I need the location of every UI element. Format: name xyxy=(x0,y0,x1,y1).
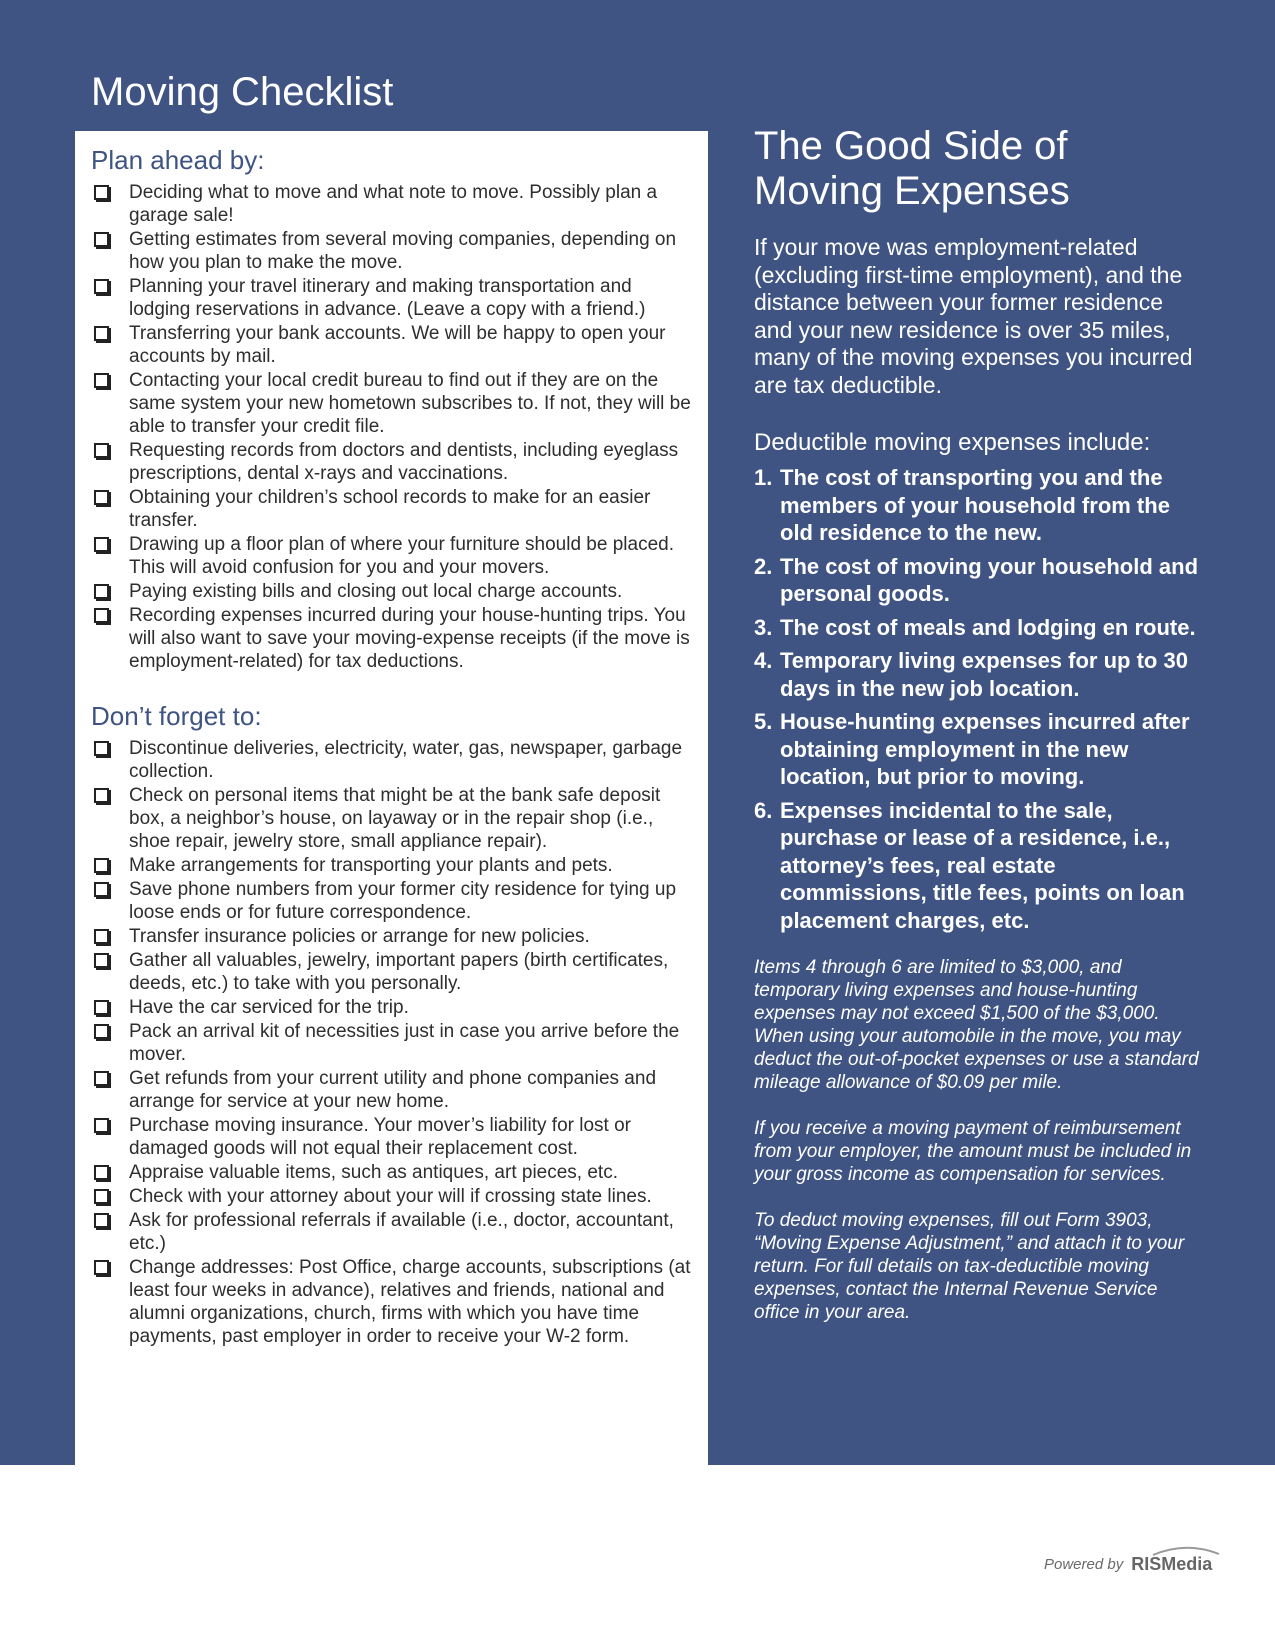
checklist-item-text: Change addresses: Post Office, charge accounts, subscriptions (at least four weeks in advance), relatives and friends, national and alumni organizations, church, firms with which you have time payments, past employer in order to receive your W-2 form. xyxy=(129,1257,691,1347)
checklist-item-text: Transfer insurance policies or arrange for new policies. xyxy=(129,926,590,947)
checklist-item xyxy=(91,854,691,877)
checklist-item xyxy=(91,580,691,603)
checkbox-icon[interactable] xyxy=(94,1189,109,1204)
good-side-panel xyxy=(754,124,1204,1347)
checklist-item xyxy=(91,275,691,321)
checklist-item xyxy=(91,486,691,532)
checklist-item-text: Ask for professional referrals if available (i.e., doctor, accountant, etc.) xyxy=(129,1210,674,1254)
checklist-item xyxy=(91,1209,691,1255)
checklist-item xyxy=(91,1114,691,1160)
checkbox-icon[interactable] xyxy=(94,953,109,968)
checkbox-icon[interactable] xyxy=(94,443,109,458)
checkbox-icon[interactable] xyxy=(94,858,109,873)
tax-notes xyxy=(754,956,1204,1324)
tax-note-paragraph: If you receive a moving payment of reimbursement from your employer, the amount must be included in your gross income as compensation for services. xyxy=(754,1118,1192,1185)
deductible-item-number: 6. xyxy=(754,797,773,823)
checklist-item xyxy=(91,439,691,485)
good-side-intro: If your move was employment-related (excluding first-time employment), and the distance between your former residence and your new residence is over 35 miles, many of the moving expenses you incurred are tax deductible. xyxy=(754,234,1193,398)
page-title: Moving Checklist xyxy=(91,70,394,114)
deductible-item-text: Expenses incidental to the sale, purchase or lease of a residence, i.e., attorney’s fees, real estate commissions, title fees, points on loan placement charges, etc. xyxy=(780,797,1185,933)
footer-branding xyxy=(1044,1554,1212,1574)
checklist-item xyxy=(91,369,691,438)
checklist-item-text: Purchase moving insurance. Your mover’s liability for lost or damaged goods will not equal their replacement cost. xyxy=(129,1115,631,1159)
deductible-item xyxy=(754,647,1204,702)
checklist-item-text: Make arrangements for transporting your plants and pets. xyxy=(129,855,613,876)
checkbox-icon[interactable] xyxy=(94,1260,109,1275)
checklist-content xyxy=(91,143,691,1349)
deductible-item-number: 1. xyxy=(754,465,773,490)
checkbox-icon[interactable] xyxy=(94,608,109,623)
checklist-panel xyxy=(75,131,708,1650)
checkbox-icon[interactable] xyxy=(94,788,109,803)
deductible-item-number: 5. xyxy=(754,709,773,734)
checklist-item-text: Obtaining your children’s school records to make for an easier transfer. xyxy=(129,487,651,531)
checklist-item-text: Drawing up a floor plan of where your furniture should be placed. This will avoid confusion for you and your movers. xyxy=(129,534,674,578)
checklist-item-text: Deciding what to move and what note to move. Possibly plan a garage sale! xyxy=(129,182,658,226)
checklist-item xyxy=(91,1067,691,1113)
deductible-item-text: The cost of moving your household and personal goods. xyxy=(780,553,1199,606)
checklist-item xyxy=(91,996,691,1019)
deductible-item-text: The cost of transporting you and the members of your household from the old residence to the new. xyxy=(780,465,1170,545)
checklist-item xyxy=(91,784,691,853)
deductible-item-number: 2. xyxy=(754,553,773,579)
checkbox-icon[interactable] xyxy=(94,1000,109,1015)
tax-note-paragraph: Items 4 through 6 are limited to $3,000, and temporary living expenses and house-hunting expenses may not exceed $1,500 of the $3,000. When using your automobile in the move, you may deduct the out-of-pocket expenses or use a standard mileage allowance of $0.09 per mile. xyxy=(754,957,1199,1093)
rismedia-logo xyxy=(1131,1554,1212,1574)
checklist-item xyxy=(91,925,691,948)
checklist-item-text: Save phone numbers from your former city residence for tying up loose ends or for future correspondence. xyxy=(129,879,677,923)
deductible-item-text: House-hunting expenses incurred after obtaining employment in the new location, but prior to moving. xyxy=(780,709,1190,789)
plan-ahead-heading: Plan ahead by: xyxy=(91,145,265,175)
powered-by-text: Powered by xyxy=(1044,1556,1124,1573)
deductible-item xyxy=(754,614,1204,642)
checkbox-icon[interactable] xyxy=(94,741,109,756)
good-side-title-line2: Moving Expenses xyxy=(754,169,1070,213)
checklist-item-text: Contacting your local credit bureau to find out if they are on the same system your new hometown subscribes to. If not, they will be able to transfer your credit file. xyxy=(129,370,691,437)
checklist-item xyxy=(91,604,691,673)
checkbox-icon[interactable] xyxy=(94,232,109,247)
checkbox-icon[interactable] xyxy=(94,185,109,200)
deductible-heading: Deductible moving expenses include: xyxy=(754,429,1151,456)
checklist-item-text: Recording expenses incurred during your house-hunting trips. You will also want to save your moving-expense receipts (if the move is employment-related) for tax deductions. xyxy=(129,605,690,672)
checkbox-icon[interactable] xyxy=(94,326,109,341)
deductible-item-number: 4. xyxy=(754,648,773,673)
checklist-item xyxy=(91,1161,691,1184)
checklist-item xyxy=(91,878,691,924)
checklist-item xyxy=(91,181,691,227)
checklist-item-text: Pack an arrival kit of necessities just in case you arrive before the mover. xyxy=(129,1021,680,1065)
checkbox-icon[interactable] xyxy=(94,1024,109,1039)
checklist-item xyxy=(91,1185,691,1208)
checklist-item-text: Check on personal items that might be at the bank safe deposit box, a neighbor’s house, on layaway or in the repair shop (i.e., shoe repair, jewelry store, small appliance repair). xyxy=(129,785,661,852)
checklist-item xyxy=(91,228,691,274)
checklist-item-text: Check with your attorney about your will if crossing state lines. xyxy=(129,1186,652,1207)
checklist-item xyxy=(91,949,691,995)
deductible-item xyxy=(754,797,1204,935)
swoosh-icon xyxy=(1151,1545,1221,1557)
checklist-item xyxy=(91,737,691,783)
checkbox-icon[interactable] xyxy=(94,279,109,294)
checkbox-icon[interactable] xyxy=(94,1071,109,1086)
good-side-title xyxy=(754,124,1204,214)
checkbox-icon[interactable] xyxy=(94,929,109,944)
checklist-item-text: Gather all valuables, jewelry, important papers (birth certificates, deeds, etc.) to take with you personally. xyxy=(129,950,669,994)
deductible-item-text: The cost of meals and lodging en route. xyxy=(780,614,1196,640)
checklist-item-text: Getting estimates from several moving companies, depending on how you plan to make the move. xyxy=(129,229,677,273)
checklist-item-text: Get refunds from your current utility and phone companies and arrange for service at your new home. xyxy=(129,1068,657,1112)
dont-forget-list xyxy=(91,737,691,1348)
checkbox-icon[interactable] xyxy=(94,373,109,388)
checklist-item-text: Have the car serviced for the trip. xyxy=(129,997,409,1018)
checkbox-icon[interactable] xyxy=(94,537,109,552)
checkbox-icon[interactable] xyxy=(94,882,109,897)
checkbox-icon[interactable] xyxy=(94,490,109,505)
checkbox-icon[interactable] xyxy=(94,1118,109,1133)
checklist-item-text: Requesting records from doctors and dentists, including eyeglass prescriptions, dental x-rays and vaccinations. xyxy=(129,440,679,484)
checklist-item xyxy=(91,1020,691,1066)
checklist-item xyxy=(91,322,691,368)
checklist-item-text: Appraise valuable items, such as antiques, art pieces, etc. xyxy=(129,1162,618,1183)
tax-note-paragraph: To deduct moving expenses, fill out Form 3903, “Moving Expense Adjustment,” and attach it to your return. For full details on tax-deductible moving expenses, contact the Internal Revenue Service office in your area. xyxy=(754,1210,1185,1323)
checkbox-icon[interactable] xyxy=(94,584,109,599)
checklist-item-text: Discontinue deliveries, electricity, water, gas, newspaper, garbage collection. xyxy=(129,738,683,782)
checkbox-icon[interactable] xyxy=(94,1165,109,1180)
deductible-item xyxy=(754,464,1204,547)
good-side-title-line1: The Good Side of xyxy=(754,124,1068,168)
plan-ahead-list xyxy=(91,181,691,673)
deductible-item-number: 3. xyxy=(754,614,773,640)
checklist-item xyxy=(91,1256,691,1348)
checklist-item-text: Planning your travel itinerary and making transportation and lodging reservations in advance. (Leave a copy with a friend.) xyxy=(129,276,646,320)
deductible-item xyxy=(754,553,1204,608)
rismedia-logo-text: RISMedia xyxy=(1131,1554,1213,1574)
deductible-list xyxy=(754,464,1204,934)
checklist-item-text: Transferring your bank accounts. We will be happy to open your accounts by mail. xyxy=(129,323,666,367)
dont-forget-heading: Don’t forget to: xyxy=(91,701,262,731)
checklist-item xyxy=(91,533,691,579)
deductible-item xyxy=(754,708,1204,791)
deductible-item-text: Temporary living expenses for up to 30 days in the new job location. xyxy=(780,648,1188,701)
checklist-item-text: Paying existing bills and closing out local charge accounts. xyxy=(129,581,623,602)
checkbox-icon[interactable] xyxy=(94,1213,109,1228)
